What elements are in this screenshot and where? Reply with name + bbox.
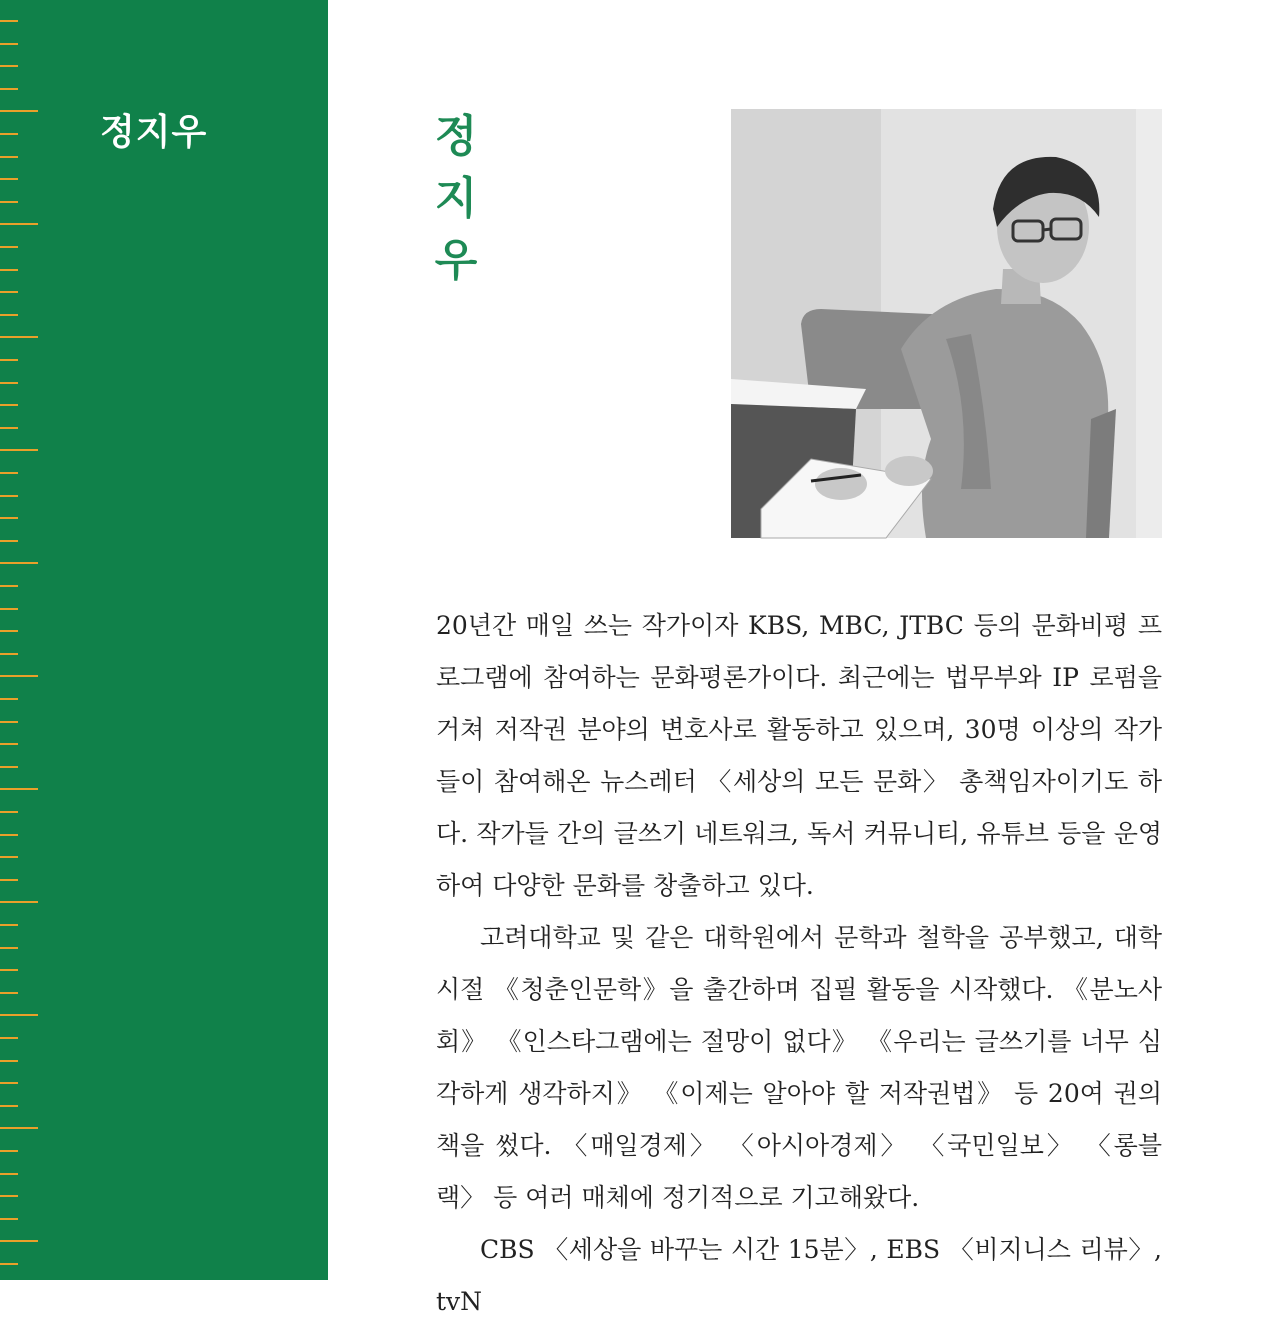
ruler-tick — [0, 382, 18, 384]
ruler-tick — [0, 201, 18, 203]
bio-paragraph-2: 고려대학교 및 같은 대학원에서 문학과 철학을 공부했고, 대학 시절 《청춘인문학》을 출간하며 집필 활동을 시작했다. 《분노사회》 《인스타그램에는 절망이 없다》 《우리는 글쓰기를 너무 심각하게 생각하지》 《이제는 알아야 할 저작권법》 등 20여 권의 책을 썼다. 〈매일경제〉 〈아시아경제〉 〈국민일보〉 〈롱블랙〉 등 여러 매체에 정기적으로 기고해왔다. — [436, 923, 1162, 1212]
ruler-tick — [0, 788, 38, 790]
vertical-author-title — [428, 106, 484, 292]
ruler-tick — [0, 133, 18, 135]
ruler-tick — [0, 269, 18, 271]
ruler-tick — [0, 540, 18, 542]
ruler-tick — [0, 1037, 18, 1039]
ruler-tick — [0, 223, 38, 225]
ruler-tick — [0, 675, 38, 677]
ruler-tick — [0, 291, 18, 293]
ruler-tick — [0, 156, 18, 158]
green-sidebar — [0, 0, 328, 1280]
title-char-3: 우 — [434, 235, 478, 286]
bio-paragraph-3: CBS 〈세상을 바꾸는 시간 15분〉, EBS 〈비지니스 리뷰〉, tvN — [436, 1235, 1162, 1316]
ruler-tick — [0, 562, 38, 564]
ruler-tick — [0, 901, 38, 903]
ruler-tick — [0, 43, 18, 45]
ruler-tick — [0, 924, 18, 926]
ruler-tick — [0, 1218, 18, 1220]
ruler-tick-marks — [0, 0, 60, 1280]
ruler-tick — [0, 65, 18, 67]
ruler-tick — [0, 1105, 18, 1107]
ruler-tick — [0, 766, 18, 768]
bio-paragraph-1: 20년간 매일 쓰는 작가이자 KBS, MBC, JTBC 등의 문화비평 프로그램에 참여하는 문화평론가이다. 최근에는 법무부와 IP 로펌을 거쳐 저작권 분야의 변호사로 활동하고 있으며, 30명 이상의 작가들이 참여해온 뉴스레터 〈세상의 모든 문화〉 총책임자이기도 하다. 작가들 간의 글쓰기 네트워크, 독서 커뮤니티, 유튜브 등을 운영하여 다양한 문화를 창출하고 있다. — [436, 611, 1162, 900]
ruler-tick — [0, 404, 18, 406]
title-char-1: 정 — [434, 111, 478, 162]
ruler-tick — [0, 743, 18, 745]
ruler-tick — [0, 947, 18, 949]
author-portrait-photo — [731, 109, 1162, 538]
ruler-tick — [0, 856, 18, 858]
ruler-tick — [0, 246, 18, 248]
ruler-tick — [0, 20, 18, 22]
ruler-tick — [0, 314, 18, 316]
author-biography — [436, 600, 1162, 1328]
ruler-tick — [0, 336, 38, 338]
ruler-tick — [0, 834, 18, 836]
ruler-tick — [0, 1127, 38, 1129]
ruler-tick — [0, 1173, 18, 1175]
ruler-tick — [0, 1060, 18, 1062]
ruler-tick — [0, 449, 38, 451]
title-char-2: 지 — [434, 173, 478, 224]
ruler-tick — [0, 178, 18, 180]
ruler-tick — [0, 698, 18, 700]
ruler-tick — [0, 1240, 38, 1242]
ruler-tick — [0, 653, 18, 655]
ruler-tick — [0, 1082, 18, 1084]
ruler-tick — [0, 721, 18, 723]
ruler-tick — [0, 1195, 18, 1197]
ruler-tick — [0, 992, 18, 994]
ruler-tick — [0, 88, 18, 90]
ruler-tick — [0, 608, 18, 610]
ruler-tick — [0, 1014, 38, 1016]
ruler-tick — [0, 879, 18, 881]
ruler-tick — [0, 110, 38, 112]
ruler-tick — [0, 969, 18, 971]
ruler-tick — [0, 495, 18, 497]
ruler-tick — [0, 517, 18, 519]
ruler-tick — [0, 630, 18, 632]
ruler-tick — [0, 585, 18, 587]
sidebar-author-name: 정지우 — [100, 112, 208, 153]
ruler-tick — [0, 359, 18, 361]
ruler-tick — [0, 427, 18, 429]
ruler-tick — [0, 472, 18, 474]
ruler-tick — [0, 811, 18, 813]
ruler-tick — [0, 1263, 18, 1265]
ruler-tick — [0, 1150, 18, 1152]
